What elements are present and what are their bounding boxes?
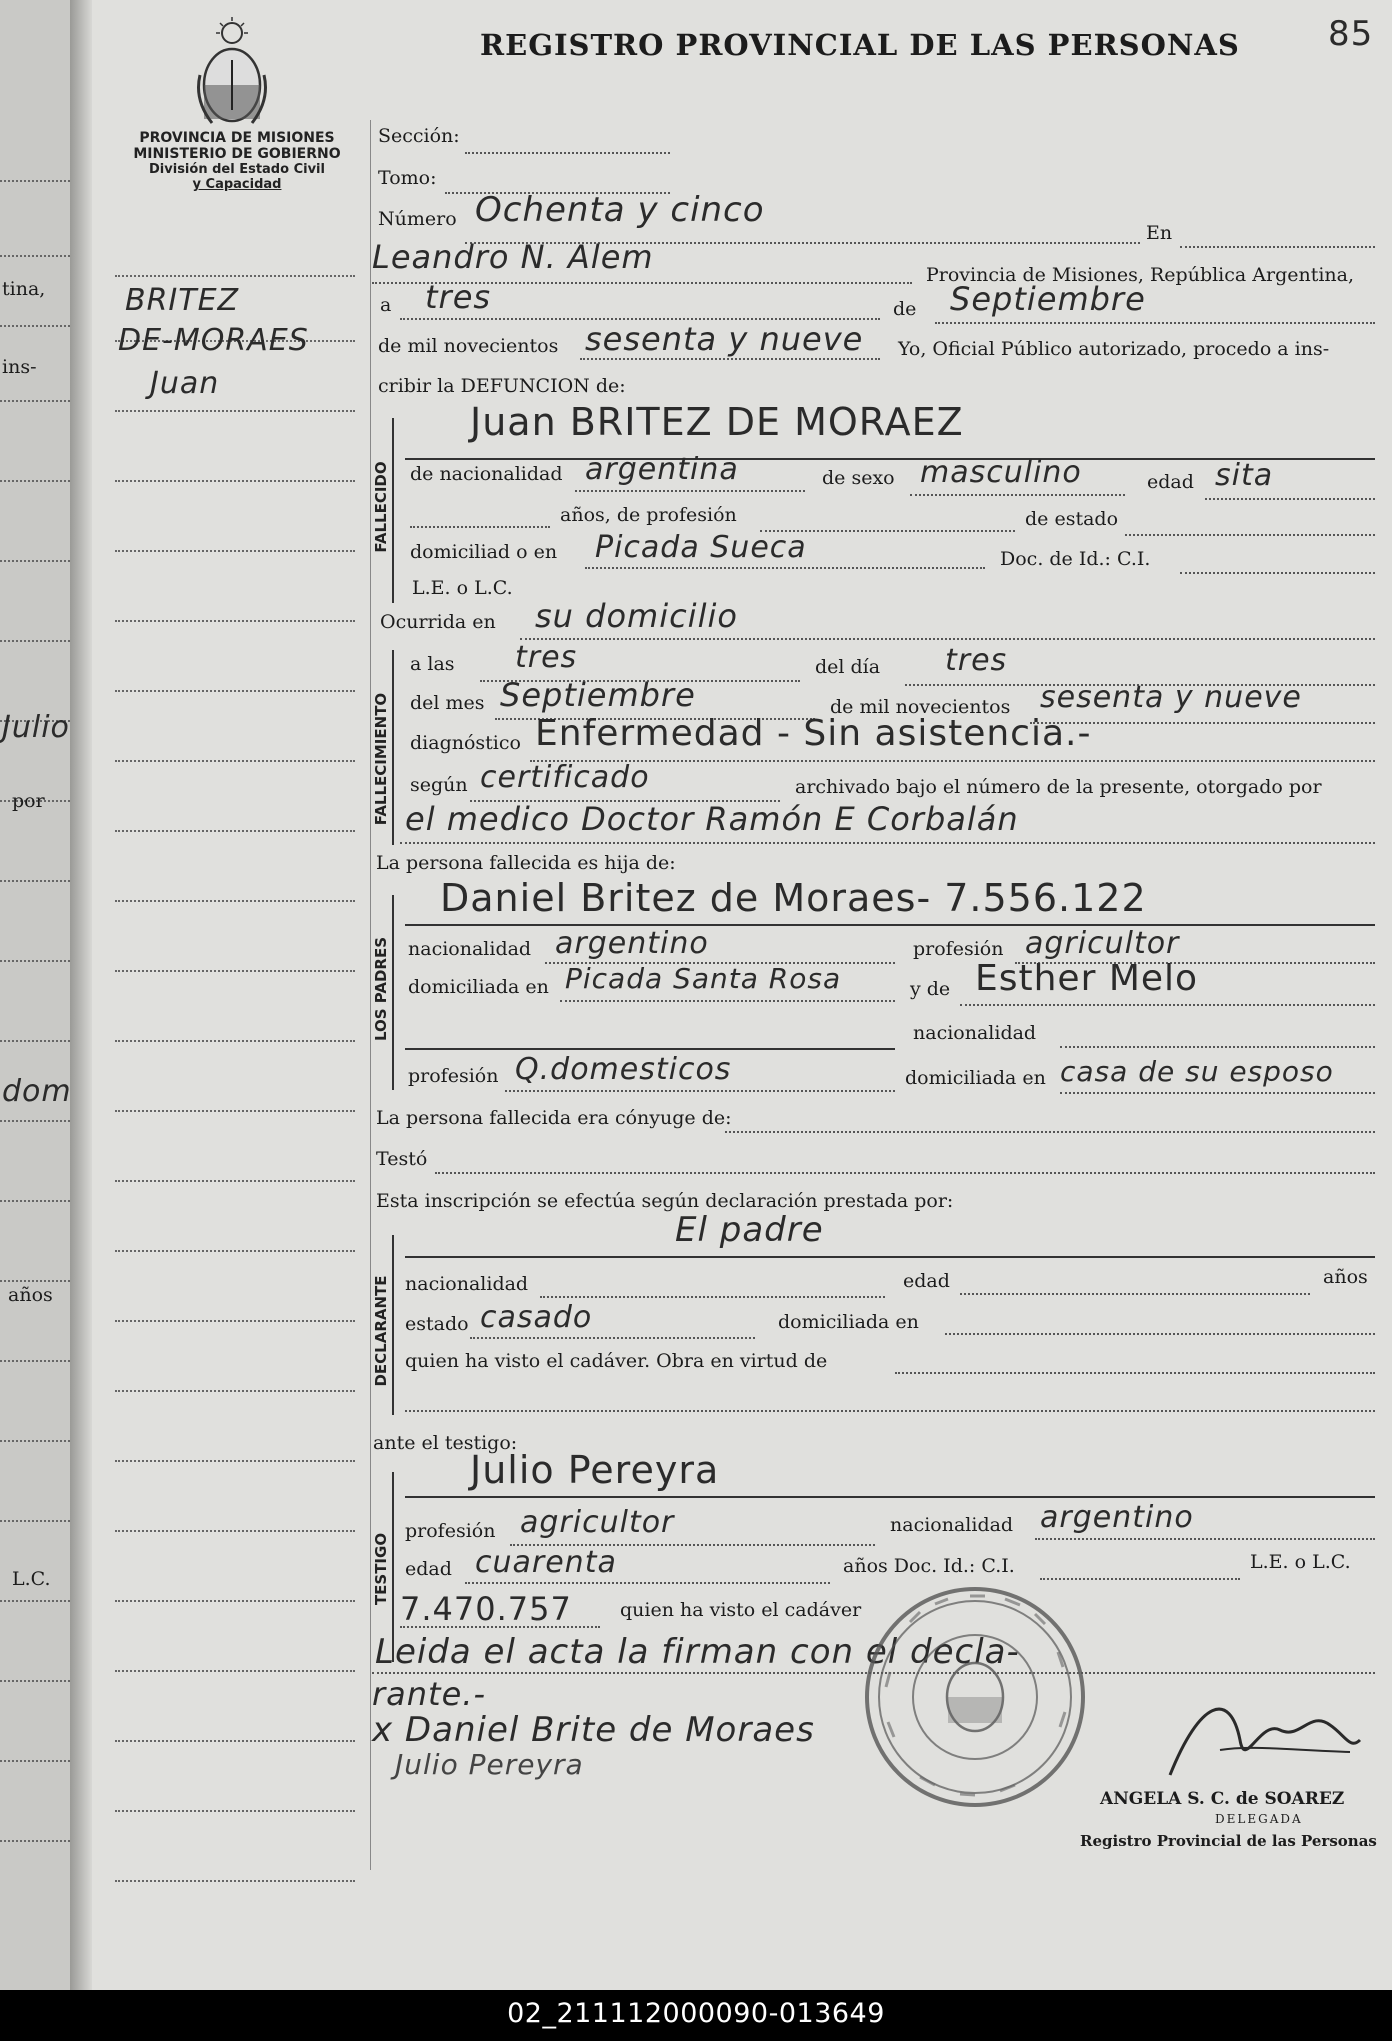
image-code: 02_211112000090-013649 bbox=[507, 1998, 885, 2029]
margin-surname-1: BRITEZ bbox=[125, 283, 240, 318]
a-las-label: a las bbox=[410, 653, 455, 675]
official-title: DELEGADA bbox=[1215, 1812, 1303, 1826]
signature-testigo: Julio Pereyra bbox=[395, 1748, 584, 1781]
padres-profesion-value: agricultor bbox=[1025, 926, 1180, 961]
testigo-edad-value: cuarenta bbox=[475, 1545, 617, 1580]
de-label: de bbox=[893, 298, 917, 320]
signature-declarante: x Daniel Brite de Moraes bbox=[372, 1710, 815, 1750]
del-dia-value: tres bbox=[945, 643, 1008, 678]
edad-value: sita bbox=[1215, 458, 1274, 493]
official-name: ANGELA S. C. de SOAREZ bbox=[1100, 1789, 1345, 1809]
hija-label: La persona fallecida es hija de: bbox=[376, 852, 676, 874]
nacionalidad-value: argentina bbox=[585, 452, 739, 487]
padres-nacionalidad-value: argentino bbox=[555, 926, 709, 961]
agency-line: PROVINCIA DE MISIONES bbox=[139, 130, 335, 146]
numero-value: Ochenta y cinco bbox=[475, 190, 765, 230]
section-label-testigo: TESTIGO bbox=[372, 1532, 390, 1606]
leida-acta-text: Leida el acta la firman con el decla- bbox=[375, 1632, 1020, 1672]
padre-value: Daniel Britez de Moraes- 7.556.122 bbox=[440, 876, 1147, 920]
mes-value: Septiembre bbox=[500, 676, 696, 714]
coat-of-arms-icon bbox=[192, 15, 272, 130]
left-fragment: años bbox=[8, 1284, 53, 1306]
testigo-le-label: L.E. o L.C. bbox=[1250, 1551, 1351, 1573]
sexo-label: de sexo bbox=[822, 467, 895, 489]
diagnostico-label: diagnóstico bbox=[410, 732, 521, 754]
declarante-anos-label: años bbox=[1323, 1266, 1368, 1288]
edad-label: edad bbox=[1147, 471, 1194, 493]
registry-caption: Registro Provincial de las Personas bbox=[1080, 1832, 1377, 1850]
a-las-value: tres bbox=[515, 640, 578, 675]
month-value: Septiembre bbox=[950, 280, 1146, 318]
padres-domicilio-value: Picada Santa Rosa bbox=[565, 962, 842, 995]
declarante-edad-label: edad bbox=[903, 1270, 950, 1292]
padres-domiciliada-label: domiciliada en bbox=[408, 976, 549, 998]
testigo-nacionalidad-value: argentino bbox=[1040, 1500, 1194, 1535]
del-dia-label: del día bbox=[815, 656, 881, 678]
folio-number: 85 bbox=[1328, 14, 1374, 54]
madre-value: Esther Melo bbox=[975, 958, 1199, 999]
agency-line: MINISTERIO DE GOBIERNO bbox=[133, 146, 341, 162]
medico-value: el medico Doctor Ramón E Corbalán bbox=[405, 800, 1019, 838]
image-code-strip bbox=[0, 1990, 1392, 2041]
testigo-visto-label: quien ha visto el cadáver bbox=[620, 1599, 862, 1621]
left-fragment: L.C. bbox=[12, 1568, 51, 1590]
declarante-domiciliada-label: domiciliada en bbox=[778, 1311, 919, 1333]
official-label: Yo, Oficial Público autorizado, procedo a ins- bbox=[898, 338, 1330, 360]
year-value: sesenta y nueve bbox=[585, 320, 864, 358]
testo-label: Testó bbox=[376, 1148, 428, 1170]
padres-nacionalidad-label: nacionalidad bbox=[408, 938, 532, 960]
declarante-estado-value: casado bbox=[480, 1300, 593, 1335]
ante-testigo-label: ante el testigo: bbox=[373, 1432, 518, 1454]
padres-domicilio2-value: casa de su esposo bbox=[1060, 1055, 1334, 1088]
section-label-padres: LOS PADRES bbox=[372, 936, 390, 1042]
section-label-fallecido: FALLECIDO bbox=[372, 461, 390, 553]
section-label-fallecimiento: FALLECIMIENTO bbox=[372, 692, 390, 826]
numero-label: Número bbox=[378, 208, 457, 230]
padres-profesion2-value: Q.domesticos bbox=[515, 1052, 732, 1087]
declarante-continuation: rante.- bbox=[372, 1675, 486, 1713]
anos-profesion-label: años, de profesión bbox=[560, 504, 737, 526]
estado-label: de estado bbox=[1025, 508, 1119, 530]
diagnostico-value: Enfermedad - Sin asistencia.- bbox=[535, 713, 1092, 754]
page-title: REGISTRO PROVINCIAL DE LAS PERSONAS bbox=[480, 28, 1240, 62]
place-value: Leandro N. Alem bbox=[372, 238, 654, 276]
nacionalidad-label: de nacionalidad bbox=[410, 463, 563, 485]
testigo-profesion-value: agricultor bbox=[520, 1505, 675, 1540]
seccion-label: Sección: bbox=[378, 125, 460, 147]
left-fragment: dom bbox=[2, 1074, 72, 1109]
declarante-visto-label: quien ha visto el cadáver. Obra en virtud de bbox=[405, 1350, 828, 1372]
margin-given-name: Juan bbox=[150, 366, 220, 401]
en-label: En bbox=[1146, 222, 1173, 244]
deceased-name: Juan BRITEZ DE MORAEZ bbox=[470, 400, 964, 444]
left-fragment: Julio bbox=[2, 710, 70, 745]
agency-line: y Capacidad bbox=[192, 177, 282, 192]
anio-value: sesenta y nueve bbox=[1040, 680, 1302, 715]
padres-nacionalidad2-label: nacionalidad bbox=[913, 1022, 1037, 1044]
left-fragment: ins- bbox=[2, 356, 37, 378]
padres-profesion2-label: profesión bbox=[408, 1065, 499, 1087]
domicilio-value: Picada Sueca bbox=[595, 530, 807, 565]
agency-block bbox=[112, 130, 362, 192]
testigo-edad-label: edad bbox=[405, 1558, 452, 1580]
archivado-label: archivado bajo el número de la presente, otorgado por bbox=[795, 776, 1322, 798]
doc-label: Doc. de Id.: C.I. bbox=[1000, 548, 1151, 570]
inscripcion-label: Esta inscripción se efectúa según declaración prestada por: bbox=[376, 1190, 954, 1212]
testigo-anos-doc-label: años Doc. Id.: C.I. bbox=[843, 1555, 1015, 1577]
testigo-doc-value: 7.470.757 bbox=[400, 1590, 572, 1628]
section-label-declarante: DECLARANTE bbox=[372, 1275, 390, 1387]
tomo-label: Tomo: bbox=[378, 167, 437, 189]
a-label: a bbox=[380, 294, 392, 316]
left-fragment: tina, bbox=[2, 278, 46, 300]
sexo-value: masculino bbox=[920, 455, 1082, 490]
conyuge-label: La persona fallecida era cónyuge de: bbox=[376, 1107, 732, 1129]
declarante-nacionalidad-label: nacionalidad bbox=[405, 1273, 529, 1295]
domiciliado-label: domiciliad o en bbox=[410, 541, 558, 563]
inscribir-label: cribir la DEFUNCION de: bbox=[378, 375, 626, 397]
padres-profesion-label: profesión bbox=[913, 938, 1004, 960]
ocurrida-value: su domicilio bbox=[535, 597, 738, 635]
agency-line: División del Estado Civil bbox=[149, 162, 325, 177]
ocurrida-label: Ocurrida en bbox=[380, 611, 496, 633]
testigo-profesion-label: profesión bbox=[405, 1520, 496, 1542]
padres-domiciliada2-label: domiciliada en bbox=[905, 1067, 1046, 1089]
provincia-label: Provincia de Misiones, República Argentina, bbox=[926, 264, 1355, 286]
declarante-estado-label: estado bbox=[405, 1313, 469, 1335]
segun-value: certificado bbox=[480, 760, 650, 795]
margin-surname-2: DE-MORAES bbox=[118, 323, 309, 358]
testigo-nacionalidad-label: nacionalidad bbox=[890, 1514, 1014, 1536]
le-lc-label: L.E. o L.C. bbox=[412, 577, 513, 599]
day-value: tres bbox=[425, 278, 492, 316]
y-de-label: y de bbox=[910, 978, 951, 1000]
segun-label: según bbox=[410, 774, 468, 796]
registry-seal-icon bbox=[860, 1582, 1090, 1812]
mil-novecientos-label: de mil novecientos bbox=[830, 696, 1011, 718]
official-signature-icon bbox=[1160, 1680, 1370, 1790]
left-fragment: por bbox=[12, 790, 45, 812]
testigo-name: Julio Pereyra bbox=[470, 1448, 720, 1492]
declarante-name: El padre bbox=[675, 1210, 824, 1250]
mes-label: del mes bbox=[410, 692, 485, 714]
mil-label: de mil novecientos bbox=[378, 335, 559, 357]
